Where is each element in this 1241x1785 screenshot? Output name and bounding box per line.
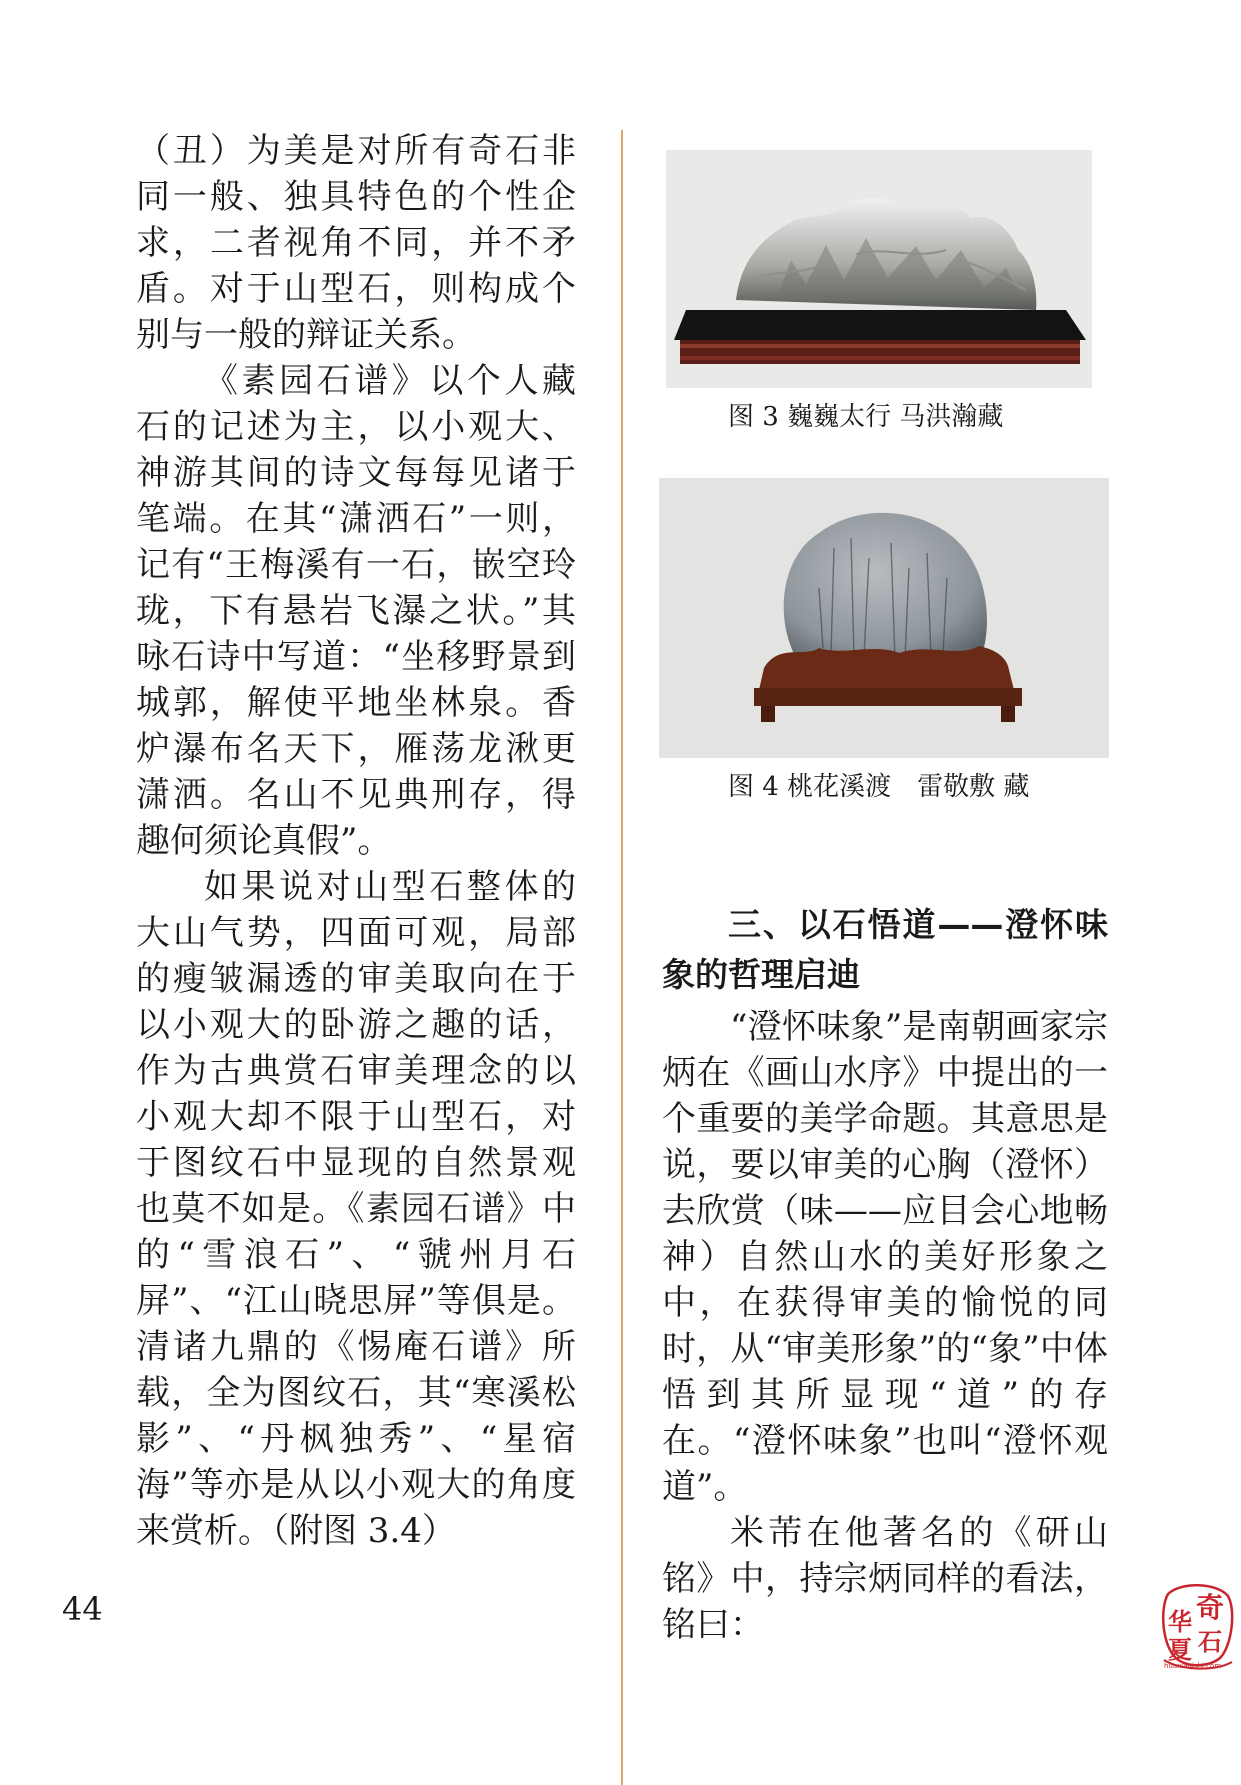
page-number: 44	[62, 1590, 103, 1628]
logo-char: 石	[1198, 1627, 1222, 1656]
paragraph: 《素园石谱》以个人藏石的记述为主，以小观大、神游其间的诗文每每见诸于笔端。在其“潇洒石”一则，记有“王梅溪有一石，嵌空玲珑，下有悬岩飞瀑之状。”其咏石诗中写道：“坐移野景到城郭，解使平地坐林泉。香炉瀑布名天下，雁荡龙湫更潇洒。名山不见典刑存，得趣何须论真假”。	[136, 361, 576, 861]
figure-3-image	[666, 150, 1092, 388]
logo-url: huaxiaqishi.com	[1164, 1662, 1222, 1670]
paragraph: 如果说对山型石整体的大山气势，四面可观，局部的瘦皱漏透的审美取向在于以小观大的卧游之趣的话，作为古典赏石审美理念的以小观大却不限于山型石，对于图纹石中显现的自然景观也莫不如是。《素园石谱》中的“雪浪石”、“虢州月石屏”、“江山晓思屏”等俱是。清诸九鼎的《惕庵石谱》所载，全为图纹石，其“寒溪松影”、“丹枫独秀”、“星宿海”等亦是从以小观大的角度来赏析。（附图 3.4）	[136, 867, 576, 1551]
section-heading: 三、以石悟道——澄怀味象的哲理启迪	[662, 905, 1108, 994]
logo-char: 华	[1168, 1607, 1192, 1636]
site-logo	[1160, 1580, 1236, 1676]
paragraph: 米芾在他著名的《研山铭》中，持宗炳同样的看法，铭曰：	[662, 1513, 1108, 1645]
left-column	[136, 128, 576, 1554]
paragraph: “澄怀味象”是南朝画家宗炳在《画山水序》中提出的一个重要的美学命题。其意思是说，要以审美的心胸（澄怀）去欣赏（味——应目会心地畅神）自然山水的美好形象之中，在获得审美的愉悦的同时，从“审美形象”的“象”中体悟到其所显现“道”的存在。“澄怀味象”也叫“澄怀观道”。	[662, 1007, 1108, 1507]
figure-4-caption: 图 4 桃花溪渡 雷敬敷 藏	[728, 772, 1030, 802]
column-divider	[621, 130, 623, 1785]
logo-char: 夏	[1168, 1635, 1192, 1664]
right-column	[662, 900, 1108, 1648]
figure-4-image	[659, 478, 1109, 758]
paragraph: （丑）为美是对所有奇石非同一般、独具特色的个性企求，二者视角不同，并不矛盾。对于山型石，则构成个别与一般的辩证关系。	[136, 131, 576, 355]
logo-char: 奇	[1196, 1591, 1225, 1624]
figure-3-caption: 图 3 巍巍太行 马洪瀚藏	[728, 402, 1004, 432]
